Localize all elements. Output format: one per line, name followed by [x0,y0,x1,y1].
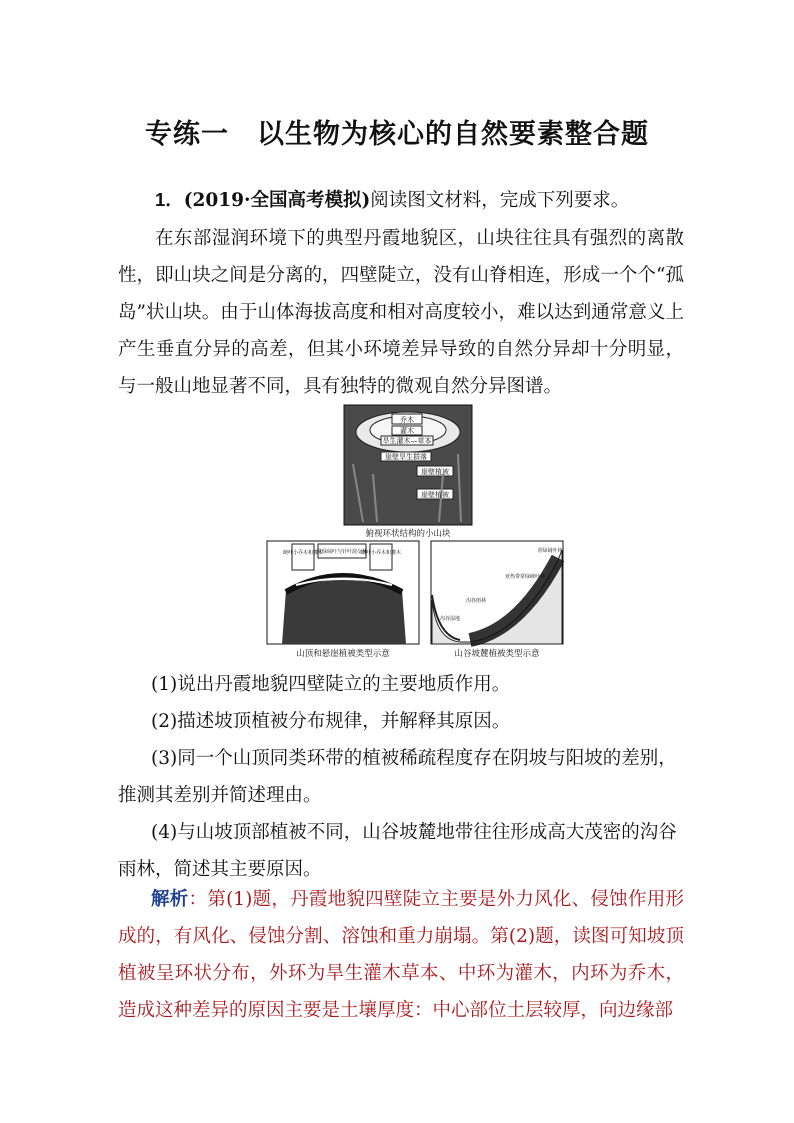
fig-bl-caption: 山顶和悬崖植被类型示意 [296,649,390,659]
fig-bl-label-1: 硬叶小乔木和灌木 [282,550,324,556]
question-prompt: 阅读图文材料，完成下列要求。 [370,190,630,211]
sub-question-1: (1)说出丹霞地貌四壁陡立的主要地质作用。 [151,674,511,695]
sub-question-4: (4)与山坡顶部植被不同，山谷坡麓地带往往形成高大茂密的沟谷雨林，简述其主要原因。 [118,822,677,880]
fig-top-label-6: 崖壁植被 [421,491,449,499]
figure-summit-cliff [266,540,420,660]
fig-br-label-4: 沟谷湿地 [439,616,461,622]
intro-paragraph: 在东部湿润环境下的典型丹霞地貌区，山块往往具有强烈的离散性，即山块之间是分离的，四壁陡立，没有山脊相连，形成一个个“孤岛”状山块。由于山体海拔高度和相对高度较小，难以达到通常意义上产生垂直分异的高差，但其小环境差异导致的自然分异却十分明显，与一般山地显著不同，具有独特的微观自然分异图谱。 [118,228,684,397]
page-title: 专练一 以生物为核心的自然要素整合题 [145,119,649,150]
sub-question-2: (2)描述坡顶植被分布规律，并解释其原因。 [151,711,511,732]
fig-top-label-3: 旱生灌木—草本 [382,437,432,445]
question-source: (2019·全国高考模拟) [183,190,371,211]
fig-br-label-2: 亚热带常绿硬叶林 [504,574,546,580]
fig-br-caption: 山谷坡麓植被类型示意 [454,649,540,659]
fig-br-label-1: 常绿阔叶林 [537,548,563,554]
fig-top-label-2: 灌木 [400,427,414,435]
fig-top-label-5: 崖壁植被 [421,468,449,476]
answer-label: 解析 [151,889,189,910]
answer-analysis [118,881,684,1029]
fig-br-label-3: 沟谷雨林 [465,598,487,604]
sub-question-3: (3)同一个山顶同类环带的植被稀疏程度存在阴坡与阳坡的差别，推测其差别并简述理由。 [118,748,677,806]
fig-bl-label-2: 常绿阔叶与针叶混交林 [316,549,368,555]
question-header [118,181,684,219]
fig-bl-label-3: 硬叶小乔木和灌木 [360,550,402,556]
figure-ring-structure [343,404,473,539]
fig-top-caption: 俯视环状结构的小山块 [365,529,451,539]
fig-top-label-1: 乔木 [400,416,414,424]
question-number: 1． [155,189,184,210]
fig-top-label-4: 崖壁旱生群落 [385,453,427,461]
answer-text: ：第(1)题，丹霞地貌四壁陡立主要是外力风化、侵蚀作用形成的，有风化、侵蚀分割、溶蚀和重力崩塌。第(2)题，读图可知坡顶植被呈环状分布，外环为旱生灌木草本、中环为灌木，内环为乔木，造成这种差异的原因主要是土壤厚度：中心部位土层较厚，向边缘部 [118,889,684,1021]
figure-valley-slope [430,540,564,660]
